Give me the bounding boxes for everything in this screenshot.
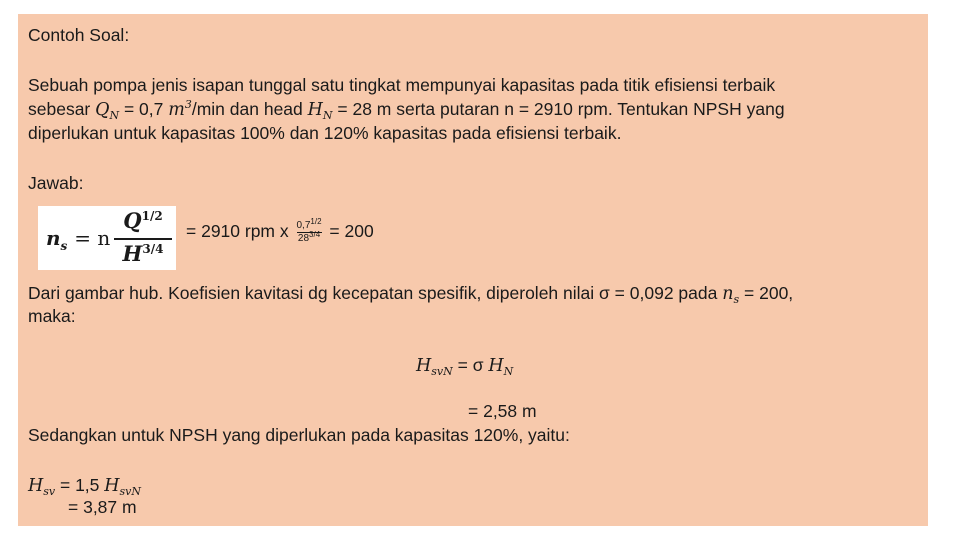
- hn-symbol-2: H: [488, 356, 504, 376]
- unit-m-superscript: 3: [184, 98, 192, 111]
- problem-text: /min dan head: [191, 99, 308, 119]
- rhs-fraction: [296, 217, 322, 245]
- unit-m: m: [168, 100, 185, 120]
- ns-subscript-inline: s: [733, 293, 740, 306]
- hsv-symbol: H: [28, 476, 44, 496]
- explanation-line-2: maka:: [28, 306, 76, 326]
- rhs-num-exponent: 1/2: [310, 217, 322, 226]
- heading: Contoh Soal:: [28, 25, 130, 45]
- rhs-den-exponent: 3/4: [309, 230, 321, 239]
- fraction-bar: [114, 238, 172, 240]
- ns-symbol-inline: n: [722, 284, 734, 304]
- hsvn-subscript-2: svN: [119, 485, 142, 498]
- problem-line-3: diperlukan untuk kapasitas 100% dan 120% kapasitas pada efisiensi terbaik.: [28, 123, 622, 143]
- problem-line-2: [28, 98, 785, 123]
- problem-text: sebesar: [28, 99, 96, 119]
- hn-subscript: N: [322, 109, 333, 122]
- content-panel: [18, 14, 928, 526]
- npsh-line: Sedangkan untuk NPSH yang diperlukan pada kapasitas 120%, yaitu:: [28, 425, 570, 445]
- qn-subscript: N: [109, 109, 120, 122]
- rhs-den-value: 28: [297, 233, 310, 244]
- formula-denominator: [112, 241, 174, 270]
- qn-symbol: Q: [95, 100, 110, 120]
- rhs-text: = 2910 rpm x: [186, 221, 289, 242]
- formula-result: [186, 217, 374, 245]
- rhs-result: = 200: [329, 221, 374, 242]
- formula-numerator: [112, 208, 174, 237]
- hsvn-equation: [416, 354, 513, 379]
- hn-subscript-2: N: [503, 365, 514, 378]
- formula-lhs: [46, 226, 111, 253]
- hsvn-symbol: H: [416, 356, 432, 376]
- rhs-num-value: 0,7: [296, 220, 311, 231]
- hsvn-subscript: svN: [431, 365, 453, 378]
- problem-text: = 0,7: [119, 99, 169, 119]
- hn-symbol: H: [307, 100, 323, 120]
- hsvn-result: = 2,58 m: [468, 401, 537, 421]
- hsvn-symbol-2: H: [104, 476, 120, 496]
- h-exponent: 3/4: [142, 242, 164, 256]
- ns-subscript: s: [60, 239, 68, 253]
- problem-text: = 28 m serta putaran n = 2910 rpm. Tentukan NPSH yang: [332, 99, 785, 119]
- answer-label: Jawab:: [28, 173, 84, 193]
- q-exponent: 1/2: [141, 209, 163, 223]
- hsv-subscript: sv: [43, 485, 56, 498]
- formula-fraction: [112, 208, 174, 270]
- hsv-result: = 3,87 m: [68, 497, 137, 517]
- hsvn-operator: = σ: [452, 355, 489, 375]
- explanation-text: = 200,: [739, 283, 794, 303]
- hsv-operator: = 1,5: [55, 475, 105, 495]
- explanation-line-1: [28, 282, 793, 307]
- specific-speed-formula: [38, 206, 176, 270]
- ns-symbol: n: [46, 226, 61, 250]
- rhs-denominator: [297, 230, 322, 245]
- explanation-text: Dari gambar hub. Koefisien kavitasi dg kecepatan spesifik, diperoleh nilai σ = 0,092 pada: [28, 283, 723, 303]
- formula-equals: = n: [74, 226, 111, 250]
- problem-line-1: Sebuah pompa jenis isapan tunggal satu tingkat mempunyai kapasitas pada titik efisiensi terbaik: [28, 75, 776, 95]
- q-symbol: Q: [123, 208, 142, 233]
- h-symbol: H: [122, 241, 143, 266]
